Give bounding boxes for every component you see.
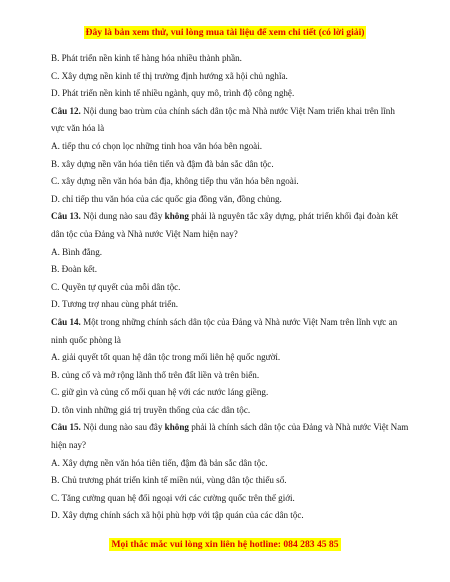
question-label: Câu 13. (51, 211, 81, 222)
question-label: Câu 14. (51, 316, 81, 327)
option-line: C. Quyền tự quyết của mỗi dân tộc. (51, 281, 181, 292)
option-line: D. Tương trợ nhau cùng phát triển. (51, 299, 179, 310)
option-line: C. giữ gìn và củng cố mối quan hệ với các nước láng giềng. (51, 387, 269, 398)
question-emphasis: không (164, 211, 189, 222)
option-line: B. Chủ trương phát triển kinh tế miền núi, vùng dân tộc thiểu số. (51, 475, 287, 486)
question-text: Một trong những chính sách dân tộc của Đảng và Nhà nước Việt Nam trên lĩnh vực an ninh quốc phòng là (51, 316, 398, 345)
option-line: A. giải quyết tốt quan hệ dân tộc trong mối liên hệ quốc ngườỉ. (51, 352, 281, 363)
question-text: phải là nguyên tắc xây dựng, phát triển khối đại đoàn kết dân tộc của Đảng và Nhà nước Việt Nam hiện nay? (51, 211, 399, 239)
option-line: D. Phát triển nền kinh tế nhiều ngành, quy mô, trình độ công nghệ. (51, 88, 295, 99)
hotline-text: Mọi thắc mắc vui lòng xin liên hệ hotline: 084 283 45 85 (111, 539, 339, 550)
question-label: Câu 12. (51, 105, 81, 116)
question-emphasis: không (164, 422, 189, 433)
option-line: C. Tăng cường quan hệ đối ngoại với các cường quốc trên thế giới. (51, 492, 295, 503)
question-12 (51, 103, 410, 138)
option-line: D. Xây dựng chính sách xã hội phù hợp với tập quán của các dân tộc. (51, 510, 304, 521)
preview-banner (0, 22, 450, 40)
question-14 (51, 314, 410, 349)
option-line: B. Đoàn kết. (51, 264, 97, 275)
document-body (51, 50, 410, 525)
option-line: B. củng cố và mở rộng lãnh thổ trên đất liền và trên biển. (51, 369, 260, 380)
option-line: A. Bình đẳng. (51, 246, 103, 257)
option-line: B. Phát triển nền kinh tế hàng hóa nhiều thành phần. (51, 53, 242, 63)
question-text: phải là chính sách dân tộc của Đảng và Nhà nước Việt Nam hiện nay? (51, 422, 409, 451)
question-15 (51, 419, 410, 454)
preview-banner-text: Đây là bản xem thử, vui lòng mua tài liệu để xem chi tiết (có lời giải) (85, 27, 365, 38)
question-label: Câu 15. (51, 422, 81, 433)
option-line: B. xây dựng nền văn hóa tiên tiến và đậm đà bản sắc dân tộc. (51, 158, 274, 169)
option-line: A. tiếp thu có chọn lọc những tinh hoa văn hóa bên ngoài. (51, 140, 263, 151)
question-text: Nội dung nào sau đây (80, 211, 165, 222)
option-line: D. chỉ tiếp thu văn hóa của các quốc gia đồng văn, đồng chủng. (51, 193, 282, 204)
option-line: C. Xây dựng nền kinh tế thị trường định hướng xã hội chủ nghĩa. (51, 70, 288, 81)
option-line: C. xây dựng nền văn hóa bản địa, không tiếp thu văn hóa bên ngoài. (51, 176, 299, 187)
question-text: Nội dung bao trùm của chính sách dân tộc mà Nhà nước Việt Nam triển khai trên lĩnh vực văn hóa là (51, 105, 395, 134)
option-line: D. tôn vinh những giá trị truyền thống của các dân tộc. (51, 404, 251, 415)
question-text: Nội dung nào sau đây (80, 422, 165, 433)
hotline-footer (0, 534, 450, 552)
option-line: A. Xây dựng nền văn hóa tiên tiến, đậm đà bản sắc dân tộc. (51, 457, 268, 468)
question-13 (51, 208, 410, 243)
